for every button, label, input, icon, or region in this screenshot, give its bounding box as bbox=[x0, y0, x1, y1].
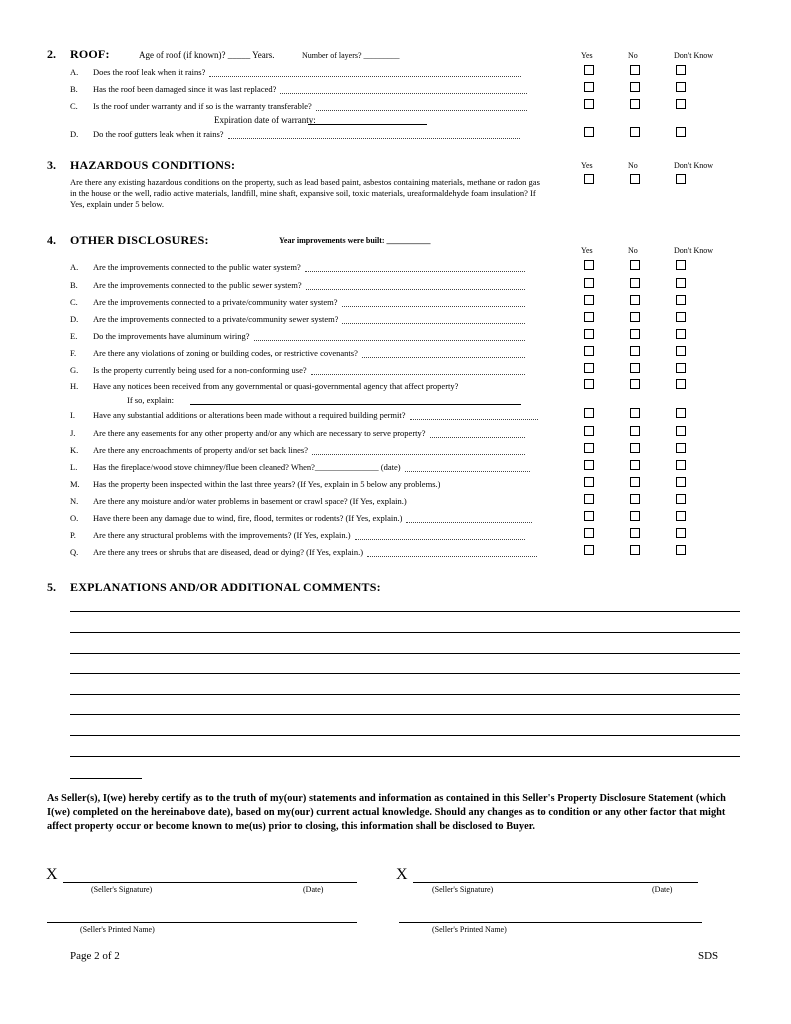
checkbox-yes[interactable] bbox=[584, 329, 594, 339]
checkbox-dont-know[interactable] bbox=[676, 379, 686, 389]
checkbox-dont-know[interactable] bbox=[676, 295, 686, 305]
leader-dots bbox=[209, 76, 521, 77]
question-letter: P. bbox=[70, 530, 76, 540]
question-text: Do the roof gutters leak when it rains? bbox=[93, 129, 224, 139]
header-dont-know: Don't Know bbox=[674, 51, 713, 60]
checkbox-no[interactable] bbox=[630, 312, 640, 322]
seller-printed-name-line-2[interactable] bbox=[399, 922, 702, 923]
checkbox-dont-know[interactable] bbox=[676, 443, 686, 453]
seller-signature-line-1[interactable] bbox=[63, 882, 357, 883]
question-text: Are there any easements for any other property and/or any which are necessary to serve property? bbox=[93, 428, 426, 438]
question-letter: Q. bbox=[70, 547, 79, 557]
checkbox-dont-know[interactable] bbox=[676, 363, 686, 373]
checkbox-dont-know[interactable] bbox=[676, 260, 686, 270]
signature-x-mark: X bbox=[396, 866, 408, 883]
question-letter: O. bbox=[70, 513, 79, 523]
leader-dots bbox=[254, 340, 525, 341]
header-yes: Yes bbox=[581, 161, 593, 170]
checkbox-yes[interactable] bbox=[584, 295, 594, 305]
header-yes: Yes bbox=[581, 51, 593, 60]
form-code: SDS bbox=[698, 950, 719, 962]
checkbox-yes[interactable] bbox=[584, 278, 594, 288]
checkbox-dont-know[interactable] bbox=[676, 494, 686, 504]
question-letter: C. bbox=[70, 297, 78, 307]
checkbox-no[interactable] bbox=[630, 477, 640, 487]
checkbox-dont-know[interactable] bbox=[676, 278, 686, 288]
hazard-question: Are there any existing hazardous conditions on the property, such as lead based paint, asbestos containing materials, methane or radon gas in the house or the well, radio active materials, landfill, mine shaft, expansive soil, toxic materials, ureaformaldehyde foam insulation? If Yes, explain under 5 below. bbox=[70, 177, 540, 209]
checkbox-yes[interactable] bbox=[584, 528, 594, 538]
year-built-label: Year improvements were built: ___________ bbox=[279, 236, 431, 245]
question-letter: H. bbox=[70, 381, 79, 391]
expiration-line[interactable] bbox=[308, 124, 427, 125]
checkbox-no[interactable] bbox=[630, 408, 640, 418]
leader-dots bbox=[342, 323, 525, 324]
checkbox-no[interactable] bbox=[630, 460, 640, 470]
question-text: Has the property been inspected within the last three years? (If Yes, explain in 5 below any problems.) bbox=[93, 479, 441, 489]
question-text: Are the improvements connected to the public sewer system? bbox=[93, 280, 302, 290]
checkbox-yes[interactable] bbox=[584, 99, 594, 109]
question-text: Are there any trees or shrubs that are diseased, dead or dying? (If Yes, explain.) bbox=[93, 547, 364, 557]
leader-dots bbox=[280, 93, 527, 94]
checkbox-yes[interactable] bbox=[584, 443, 594, 453]
question-letter: M. bbox=[70, 479, 80, 489]
leader-dots bbox=[306, 289, 525, 290]
question-letter: C. bbox=[70, 101, 78, 111]
checkbox-yes[interactable] bbox=[584, 460, 594, 470]
checkbox-no[interactable] bbox=[630, 443, 640, 453]
question-letter: J. bbox=[70, 428, 76, 438]
question-letter: D. bbox=[70, 314, 79, 324]
checkbox-yes[interactable] bbox=[584, 363, 594, 373]
header-no: No bbox=[628, 51, 638, 60]
leader-dots bbox=[405, 471, 530, 472]
checkbox-dont-know[interactable] bbox=[676, 511, 686, 521]
question-letter: B. bbox=[70, 84, 78, 94]
checkbox-dont-know[interactable] bbox=[676, 408, 686, 418]
checkbox-dont-know[interactable] bbox=[676, 82, 686, 92]
explanation-line[interactable] bbox=[70, 735, 740, 736]
explanation-line[interactable] bbox=[70, 673, 740, 674]
date-label: (Date) bbox=[303, 885, 324, 894]
checkbox-yes[interactable] bbox=[584, 494, 594, 504]
checkbox-yes[interactable] bbox=[584, 477, 594, 487]
certification-text: As Seller(s), I(we) hereby certify as to the truth of my(our) statements and information as contained in this Seller's Property Disclosure Statement (which I(we) completed on the hereinabove date), based on my(our) current actual knowledge. Should any changes as to condition or any other factor that might affect property occur or become known to me(us) prior to closing, this information shall be disclosed to Buyer. bbox=[47, 793, 726, 832]
checkbox-yes[interactable] bbox=[584, 545, 594, 555]
section-title-roof: ROOF: bbox=[70, 47, 110, 61]
checkbox-no[interactable] bbox=[630, 511, 640, 521]
question-text: Have there been any damage due to wind, fire, flood, termites or rodents? (If Yes, explain.) bbox=[93, 513, 403, 523]
section-number: 4. bbox=[47, 233, 56, 247]
checkbox-no[interactable] bbox=[630, 494, 640, 504]
question-text: Is the roof under warranty and if so is the warranty transferable? bbox=[93, 101, 312, 111]
question-text: Has the fireplace/wood stove chimney/flue been cleaned? When?_______________ (date) bbox=[93, 462, 401, 472]
question-letter: L. bbox=[70, 462, 78, 472]
seller-printed-name-label: (Seller's Printed Name) bbox=[432, 925, 507, 934]
question-letter: D. bbox=[70, 129, 79, 139]
seller-signature-line-2[interactable] bbox=[413, 882, 698, 883]
question-text: Are there any moisture and/or water problems in basement or crawl space? (If Yes, explain.) bbox=[93, 496, 407, 506]
checkbox-no[interactable] bbox=[630, 99, 640, 109]
checkbox-yes[interactable] bbox=[584, 346, 594, 356]
seller-signature-label: (Seller's Signature) bbox=[91, 885, 153, 894]
leader-dots bbox=[367, 556, 537, 557]
explanation-line[interactable] bbox=[70, 611, 740, 612]
seller-signature-label: (Seller's Signature) bbox=[432, 885, 494, 894]
checkbox-yes[interactable] bbox=[584, 408, 594, 418]
question-letter: K. bbox=[70, 445, 79, 455]
checkbox-no[interactable] bbox=[630, 82, 640, 92]
checkbox-dont-know[interactable] bbox=[676, 312, 686, 322]
roof-layers-label: Number of layers? _________ bbox=[302, 51, 400, 60]
leader-dots bbox=[228, 138, 520, 139]
checkbox-dont-know[interactable] bbox=[676, 329, 686, 339]
question-letter: F. bbox=[70, 348, 77, 358]
checkbox-yes[interactable] bbox=[584, 260, 594, 270]
date-label: (Date) bbox=[652, 885, 673, 894]
question-text: Are the improvements connected to the public water system? bbox=[93, 262, 301, 272]
checkbox-dont-know[interactable] bbox=[676, 528, 686, 538]
question-text: Are there any violations of zoning or building codes, or restrictive covenants? bbox=[93, 348, 358, 358]
checkbox-dont-know[interactable] bbox=[676, 99, 686, 109]
question-text: Have any notices been received from any governmental or quasi-governmental agency that affect property? bbox=[93, 381, 459, 391]
question-letter: I. bbox=[70, 410, 75, 420]
checkbox-yes[interactable] bbox=[584, 312, 594, 322]
checkbox-no[interactable] bbox=[630, 278, 640, 288]
expiration-label: Expiration date of warranty: bbox=[214, 115, 316, 125]
checkbox-no[interactable] bbox=[630, 426, 640, 436]
leader-dots bbox=[430, 437, 525, 438]
checkbox-no[interactable] bbox=[630, 379, 640, 389]
checkbox-dont-know[interactable] bbox=[676, 174, 686, 184]
question-text: Has the roof been damaged since it was last replaced? bbox=[93, 84, 277, 94]
question-text: Are the improvements connected to a private/community sewer system? bbox=[93, 314, 339, 324]
section-title-explanations: EXPLANATIONS AND/OR ADDITIONAL COMMENTS: bbox=[70, 580, 381, 594]
leader-dots bbox=[305, 271, 525, 272]
leader-dots bbox=[316, 110, 527, 111]
checkbox-yes[interactable] bbox=[584, 426, 594, 436]
checkbox-no[interactable] bbox=[630, 260, 640, 270]
checkbox-no[interactable] bbox=[630, 174, 640, 184]
question-text: Does the roof leak when it rains? bbox=[93, 67, 206, 77]
leader-dots bbox=[406, 522, 532, 523]
header-no: No bbox=[628, 161, 638, 170]
section-title-other: OTHER DISCLOSURES: bbox=[70, 233, 209, 247]
header-dont-know: Don't Know bbox=[674, 161, 713, 170]
explanation-line[interactable] bbox=[70, 694, 740, 695]
section-number: 2. bbox=[47, 47, 56, 61]
page-number: Page 2 of 2 bbox=[70, 950, 120, 962]
checkbox-dont-know[interactable] bbox=[676, 477, 686, 487]
leader-dots bbox=[362, 357, 525, 358]
section-number: 5. bbox=[47, 580, 56, 594]
checkbox-yes[interactable] bbox=[584, 379, 594, 389]
checkbox-yes[interactable] bbox=[584, 82, 594, 92]
header-dont-know: Don't Know bbox=[674, 246, 713, 255]
signature-x-mark: X bbox=[46, 866, 58, 883]
checkbox-no[interactable] bbox=[630, 295, 640, 305]
checkbox-dont-know[interactable] bbox=[676, 65, 686, 75]
question-text: Do the improvements have aluminum wiring? bbox=[93, 331, 250, 341]
leader-dots bbox=[410, 419, 538, 420]
checkbox-dont-know[interactable] bbox=[676, 460, 686, 470]
question-text: Are there any structural problems with the improvements? (If Yes, explain.) bbox=[93, 530, 351, 540]
checkbox-no[interactable] bbox=[630, 363, 640, 373]
question-text: Have any substantial additions or alterations been made without a required building permit? bbox=[93, 410, 406, 420]
checkbox-yes[interactable] bbox=[584, 511, 594, 521]
checkbox-dont-know[interactable] bbox=[676, 545, 686, 555]
leader-dots bbox=[355, 539, 525, 540]
question-letter: E. bbox=[70, 331, 78, 341]
question-letter: A. bbox=[70, 262, 79, 272]
question-letter: G. bbox=[70, 365, 79, 375]
if-so-label: If so, explain: bbox=[127, 395, 174, 405]
checkbox-dont-know[interactable] bbox=[676, 426, 686, 436]
explanation-line[interactable] bbox=[70, 653, 740, 654]
leader-dots bbox=[342, 306, 525, 307]
section-number: 3. bbox=[47, 158, 56, 172]
explanation-line[interactable] bbox=[70, 714, 740, 715]
if-so-line[interactable] bbox=[190, 404, 521, 405]
roof-age-label: Age of roof (if known)? _____ Years. bbox=[139, 50, 275, 60]
seller-printed-name-label: (Seller's Printed Name) bbox=[80, 925, 155, 934]
question-text: Are there any encroachments of property and/or set back lines? bbox=[93, 445, 309, 455]
checkbox-yes[interactable] bbox=[584, 174, 594, 184]
leader-dots bbox=[311, 374, 525, 375]
checkbox-yes[interactable] bbox=[584, 127, 594, 137]
checkbox-no[interactable] bbox=[630, 65, 640, 75]
question-letter: N. bbox=[70, 496, 79, 506]
checkbox-no[interactable] bbox=[630, 329, 640, 339]
question-text: Is the property currently being used for a non-conforming use? bbox=[93, 365, 307, 375]
question-letter: A. bbox=[70, 67, 79, 77]
checkbox-dont-know[interactable] bbox=[676, 346, 686, 356]
checkbox-yes[interactable] bbox=[584, 65, 594, 75]
checkbox-no[interactable] bbox=[630, 346, 640, 356]
checkbox-no[interactable] bbox=[630, 528, 640, 538]
leader-dots bbox=[312, 454, 525, 455]
checkbox-no[interactable] bbox=[630, 545, 640, 555]
explanation-line[interactable] bbox=[70, 632, 740, 633]
checkbox-no[interactable] bbox=[630, 127, 640, 137]
header-yes: Yes bbox=[581, 246, 593, 255]
seller-printed-name-line-1[interactable] bbox=[47, 922, 357, 923]
header-no: No bbox=[628, 246, 638, 255]
checkbox-dont-know[interactable] bbox=[676, 127, 686, 137]
explanation-line[interactable] bbox=[70, 756, 740, 757]
question-letter: B. bbox=[70, 280, 78, 290]
section-title-hazardous: HAZARDOUS CONDITIONS: bbox=[70, 158, 236, 172]
explanation-line-short[interactable] bbox=[70, 778, 142, 779]
question-text: Are the improvements connected to a private/community water system? bbox=[93, 297, 338, 307]
